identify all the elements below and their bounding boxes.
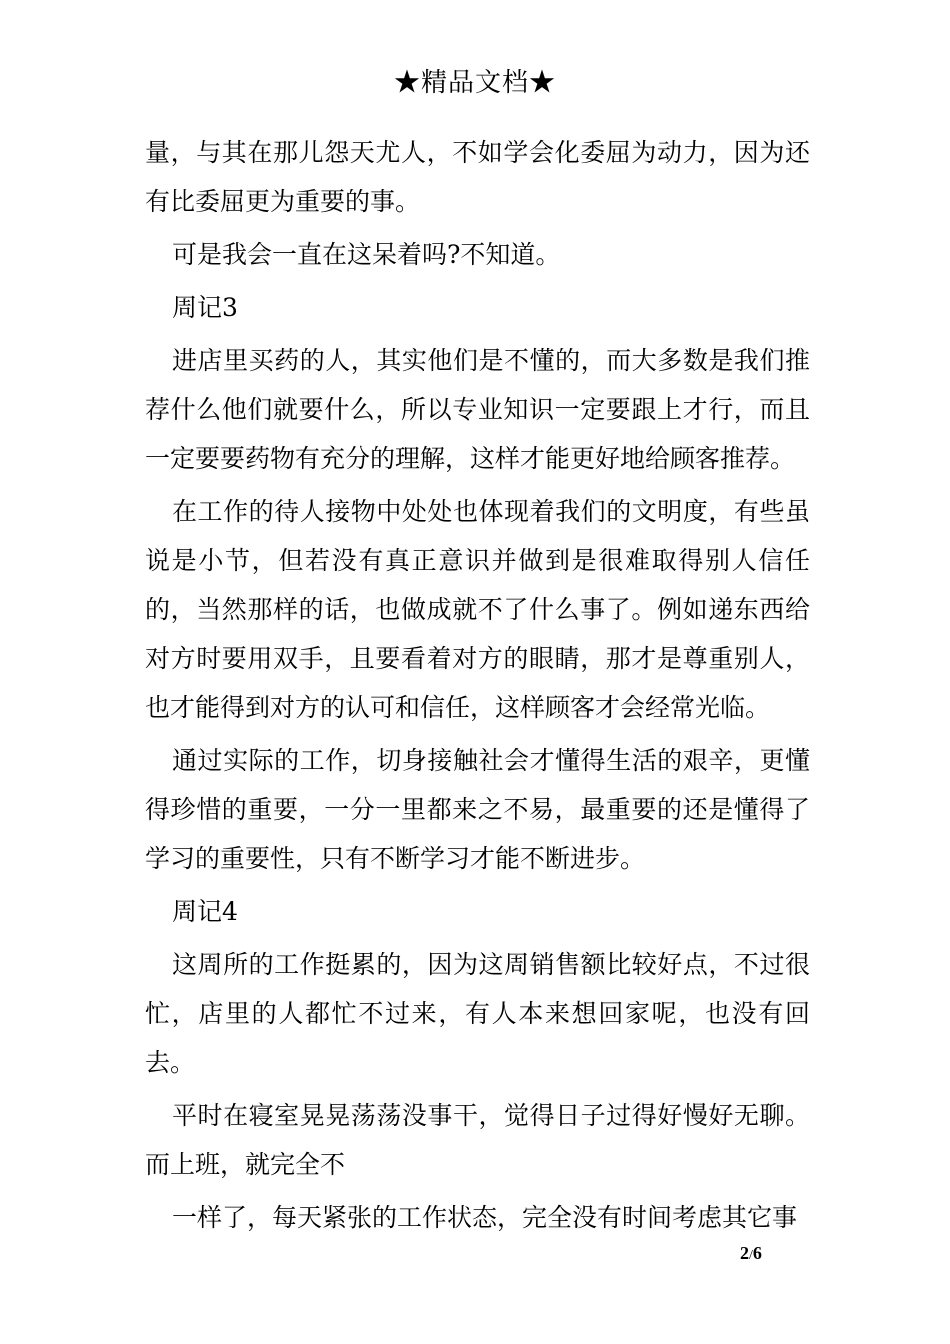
page-number-total: 6 — [752, 1243, 762, 1263]
section-heading: 周记3 — [172, 293, 238, 322]
page-number-separator: / — [749, 1248, 753, 1263]
paragraph: 进店里买药的人，其实他们是不懂的，而大多数是我们推荐什么他们就要什么，所以专业知识一定要跟上才行，而且一定要要药物有充分的理解，这样才能更好地给顾客推荐。 — [145, 346, 810, 473]
paragraph: 一样了，每天紧张的工作状态，完全没有时间考虑其它事 — [172, 1203, 798, 1232]
paragraph: 可是我会一直在这呆着吗?不知道。 — [172, 240, 561, 269]
paragraph: 通过实际的工作，切身接触社会才懂得生活的艰辛，更懂得珍惜的重要，一分一里都来之不易，最重要的还是懂得了学习的重要性，只有不断学习才能不断进步。 — [145, 746, 810, 873]
page-header-title: ★精品文档★ — [393, 68, 556, 98]
paragraph: 在工作的待人接物中处处也体现着我们的文明度，有些虽说是小节，但若没有真正意识并做到是很难取得别人信任的，当然那样的话，也做成就不了什么事了。例如递东西给对方时要用双手，且要看着对方的眼睛，那才是尊重别人，也才能得到对方的认可和信任，这样顾客才会经常光临。 — [145, 497, 810, 722]
page-number-current: 2 — [740, 1243, 749, 1263]
paragraph: 量，与其在那儿怨天尤人，不如学会化委屈为动力，因为还有比委屈更为重要的事。 — [145, 138, 810, 216]
section-heading: 周记4 — [172, 897, 238, 926]
page-number — [740, 1243, 762, 1264]
document-body — [145, 128, 810, 1246]
paragraph: 平时在寝室晃晃荡荡没事干，觉得日子过得好慢好无聊。而上班，就完全不 — [145, 1101, 810, 1179]
paragraph: 这周所的工作挺累的，因为这周销售额比较好点，不过很忙，店里的人都忙不过来，有人本来想回家呢，也没有回去。 — [145, 950, 810, 1077]
